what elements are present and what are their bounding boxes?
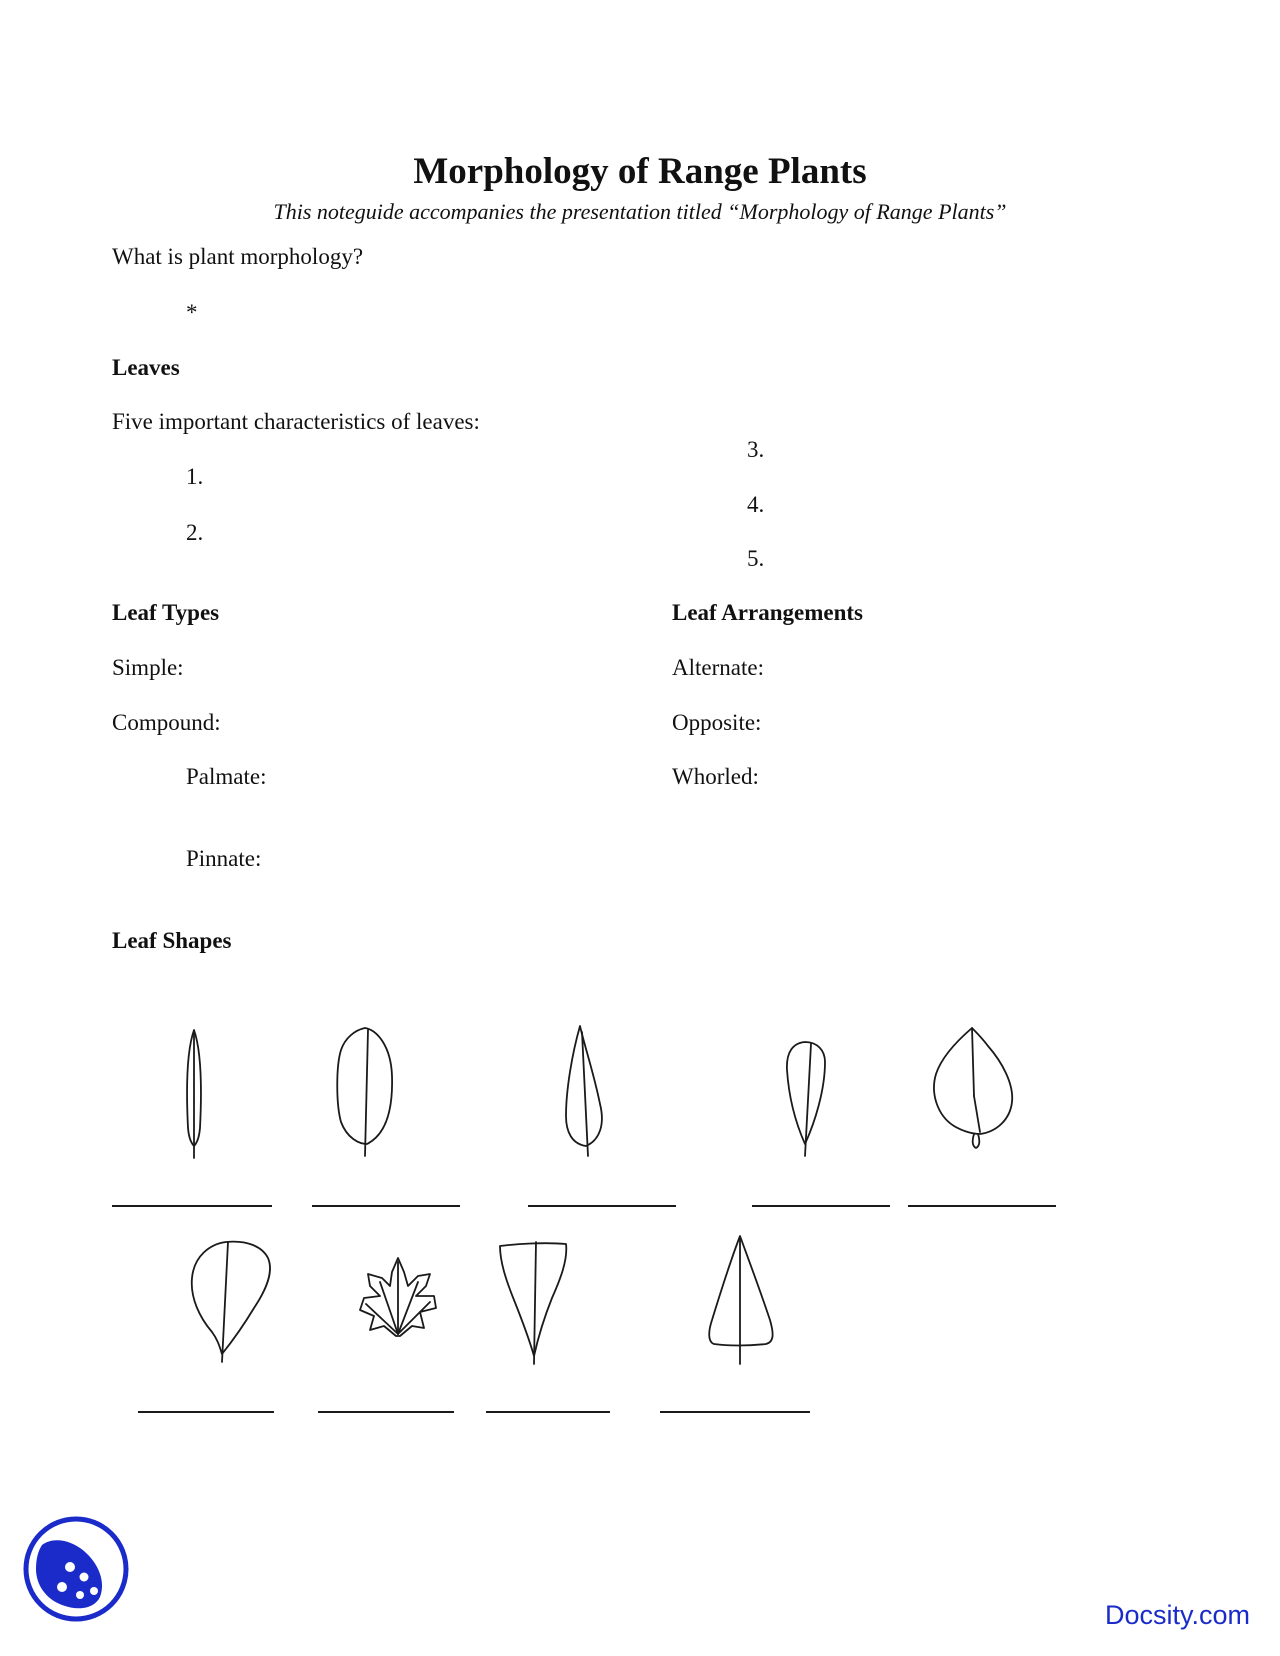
answer-blank-line[interactable] <box>138 1411 274 1413</box>
spatulate-leaf-icon <box>783 1040 829 1158</box>
characteristic-item: 2. <box>186 520 204 545</box>
leaf-type-compound: Compound: <box>112 710 221 735</box>
docsity-brand-link[interactable]: Docsity.com <box>1104 1600 1250 1630</box>
ovate-leaf-icon <box>930 1026 1016 1154</box>
answer-blank-line[interactable] <box>486 1411 610 1413</box>
answer-blank-line[interactable] <box>660 1411 810 1413</box>
arrangement-opposite: Opposite: <box>672 710 762 735</box>
obovate-leaf-icon <box>186 1238 276 1366</box>
lanceolate-leaf-icon <box>560 1024 608 1158</box>
leaf-types-heading: Leaf Types <box>112 600 220 625</box>
answer-blank-line[interactable] <box>752 1205 890 1207</box>
characteristic-item: 4. <box>747 492 765 517</box>
arrangement-alternate: Alternate: <box>672 655 764 680</box>
leaf-type-palmate: Palmate: <box>186 764 267 789</box>
docsity-logo-icon <box>22 1515 130 1623</box>
leaf-shapes-heading: Leaf Shapes <box>112 928 232 953</box>
arrangement-whorled: Whorled: <box>672 764 759 789</box>
answer-bullet: * <box>186 300 198 325</box>
characteristic-item: 1. <box>186 464 204 489</box>
palmately-lobed-leaf-icon <box>356 1256 440 1340</box>
oblong-leaf-icon <box>335 1026 395 1158</box>
answer-blank-line[interactable] <box>908 1205 1056 1207</box>
answer-blank-line[interactable] <box>112 1205 272 1207</box>
triangular-leaf-icon <box>704 1234 776 1366</box>
leaf-type-simple: Simple: <box>112 655 184 680</box>
question-plant-morphology: What is plant morphology? <box>112 244 364 269</box>
answer-blank-line[interactable] <box>528 1205 676 1207</box>
leaves-intro: Five important characteristics of leaves: <box>112 409 480 434</box>
leaf-type-pinnate: Pinnate: <box>186 846 262 871</box>
page-subtitle: This noteguide accompanies the presentation titled “Morphology of Range Plants” <box>273 199 1007 224</box>
answer-blank-line[interactable] <box>318 1411 454 1413</box>
characteristic-item: 3. <box>747 437 765 462</box>
linear-leaf-icon <box>184 1028 204 1160</box>
leaf-arrangements-heading: Leaf Arrangements <box>672 600 863 625</box>
characteristic-item: 5. <box>747 546 765 571</box>
answer-blank-line[interactable] <box>312 1205 460 1207</box>
leaves-heading: Leaves <box>112 355 180 380</box>
deltoid-leaf-icon <box>494 1238 574 1366</box>
page-title: Morphology of Range Plants <box>413 151 867 192</box>
